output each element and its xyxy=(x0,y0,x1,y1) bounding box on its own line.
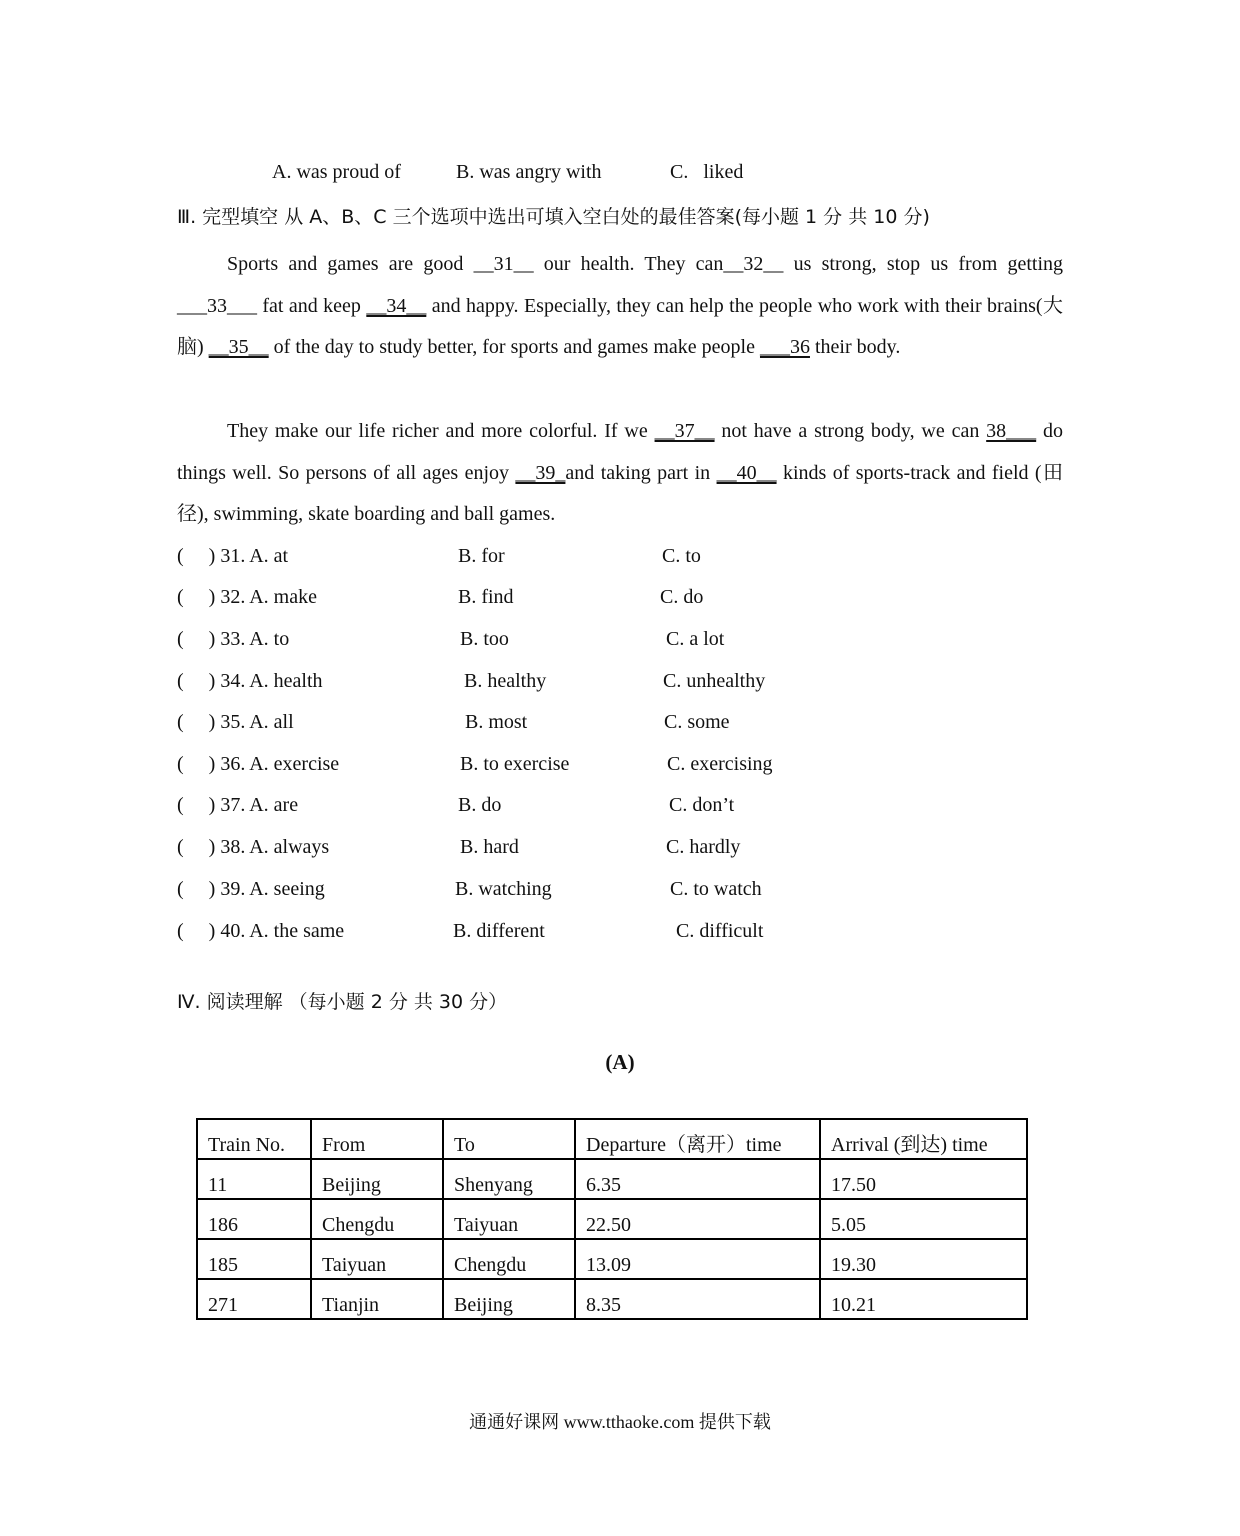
passage-paragraph-2 xyxy=(177,411,1063,536)
question-stem: ( ) 33. A. to xyxy=(177,628,290,650)
table-cell: Tianjin xyxy=(311,1279,443,1319)
table-cell: Chengdu xyxy=(443,1239,575,1279)
blank-40: __40__ xyxy=(716,461,777,484)
option-c: C. don’t xyxy=(669,794,735,816)
passage-paragraph-1 xyxy=(177,244,1063,369)
passage-text: our health. They can xyxy=(533,253,724,275)
blank-37: __37__ xyxy=(654,420,715,442)
prev-option-a: A. was proud of xyxy=(272,161,401,183)
table-header-row xyxy=(197,1119,1027,1159)
table-row xyxy=(197,1159,1027,1199)
option-b: B. watching xyxy=(455,878,552,900)
passage-text: not have a strong body, we can xyxy=(714,420,987,442)
option-b: B. hard xyxy=(460,836,519,858)
passage-text: of the day to study better, for sports and games make people xyxy=(268,336,760,358)
prev-option-b: B. was angry with xyxy=(456,161,602,183)
option-c: C. a lot xyxy=(666,628,725,650)
blank-39: __39_ xyxy=(515,461,566,484)
option-c: C. exercising xyxy=(667,753,773,775)
blank-31: __31__ xyxy=(473,253,534,275)
section-4-heading: Ⅳ. 阅读理解 （每小题 2 分 共 30 分） xyxy=(177,991,508,1013)
option-b: B. too xyxy=(460,628,509,650)
table-cell: 6.35 xyxy=(575,1159,820,1199)
table-cell: Beijing xyxy=(311,1159,443,1199)
table-cell: Shenyang xyxy=(443,1159,575,1199)
question-stem: ( ) 35. A. all xyxy=(177,711,294,733)
blank-35: __35__ xyxy=(208,336,269,358)
blank-38: 38___ xyxy=(986,420,1037,442)
column-header: Train No. xyxy=(197,1119,311,1159)
passage-text: They make our life richer and more colorful. If we xyxy=(227,420,655,442)
table-cell: Beijing xyxy=(443,1279,575,1319)
option-b: B. most xyxy=(465,711,528,733)
passage-text: and happy. Especially, they can help the people who work with their brains(大脑) xyxy=(177,294,1063,358)
option-b: B. different xyxy=(453,920,545,942)
question-stem: ( ) 39. A. seeing xyxy=(177,878,325,900)
table-row xyxy=(197,1279,1027,1319)
passage-text: and taking part in xyxy=(565,461,717,484)
question-stem: ( ) 38. A. always xyxy=(177,836,330,858)
table-cell: 22.50 xyxy=(575,1199,820,1239)
column-header: Arrival (到达) time xyxy=(820,1119,1027,1159)
passage-text: their body. xyxy=(809,336,901,358)
table-cell: Taiyuan xyxy=(443,1199,575,1239)
passage-text: us strong, stop us from getting xyxy=(783,253,1064,275)
table-cell: 19.30 xyxy=(820,1239,1027,1279)
option-b: B. to exercise xyxy=(460,753,570,775)
blank-34: __34__ xyxy=(366,294,427,317)
table-cell: Chengdu xyxy=(311,1199,443,1239)
passage-text: kinds of sports-track and field (田径), swimming, skate boarding and ball games. xyxy=(177,461,1063,525)
table-cell: 13.09 xyxy=(575,1239,820,1279)
table-cell: 186 xyxy=(197,1199,311,1239)
option-c: C. to watch xyxy=(670,878,762,900)
passage-a-label: (A) xyxy=(605,1050,635,1074)
blank-32: __32__ xyxy=(723,253,784,275)
passage-text: do things well. So persons of all ages enjoy xyxy=(177,420,1064,484)
question-stem: ( ) 31. A. at xyxy=(177,545,289,567)
option-c: C. difficult xyxy=(676,920,764,942)
passage-text: fat and keep xyxy=(257,294,367,317)
section-3-heading: Ⅲ. 完型填空 从 A、B、C 三个选项中选出可填入空白处的最佳答案(每小题 1 分 共 10 分) xyxy=(177,206,930,228)
question-stem: ( ) 40. A. the same xyxy=(177,920,345,942)
option-c: C. hardly xyxy=(666,836,741,858)
option-c: C. some xyxy=(664,711,730,733)
option-b: B. healthy xyxy=(464,670,547,692)
table-cell: 17.50 xyxy=(820,1159,1027,1199)
train-timetable xyxy=(196,1118,1028,1320)
question-stem: ( ) 37. A. are xyxy=(177,794,299,816)
question-stem: ( ) 34. A. health xyxy=(177,670,323,692)
question-stem: ( ) 32. A. make xyxy=(177,586,317,608)
passage-text: Sports and games are good xyxy=(227,253,474,275)
table-cell: 271 xyxy=(197,1279,311,1319)
option-b: B. for xyxy=(458,545,505,567)
table-cell: 10.21 xyxy=(820,1279,1027,1319)
blank-33: ___33___ xyxy=(177,294,257,317)
option-c: C. do xyxy=(660,586,704,608)
column-header: Departure（离开）time xyxy=(575,1119,820,1159)
column-header: From xyxy=(311,1119,443,1159)
prev-option-c: C. liked xyxy=(670,161,744,183)
table-cell: 8.35 xyxy=(575,1279,820,1319)
table-cell: 5.05 xyxy=(820,1199,1027,1239)
option-b: B. find xyxy=(458,586,514,608)
blank-36: ___36 xyxy=(759,336,810,358)
option-b: B. do xyxy=(458,794,502,816)
option-c: C. to xyxy=(662,545,701,567)
table-cell: Taiyuan xyxy=(311,1239,443,1279)
question-stem: ( ) 36. A. exercise xyxy=(177,753,340,775)
page-footer: 通通好课网 www.tthaoke.com 提供下载 xyxy=(469,1412,771,1432)
table-cell: 185 xyxy=(197,1239,311,1279)
table-cell: 11 xyxy=(197,1159,311,1199)
option-c: C. unhealthy xyxy=(663,670,766,692)
table-row xyxy=(197,1239,1027,1279)
table-row xyxy=(197,1199,1027,1239)
column-header: To xyxy=(443,1119,575,1159)
